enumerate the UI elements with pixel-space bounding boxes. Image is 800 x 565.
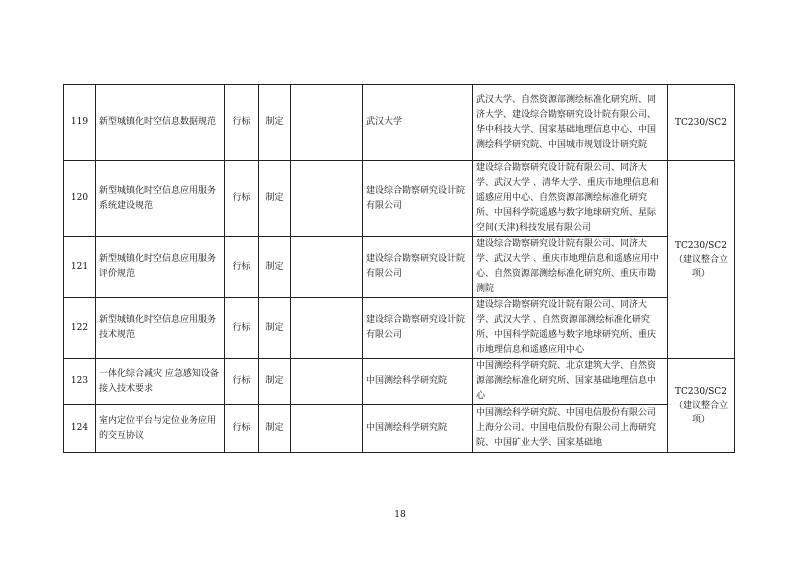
standard-nature: 制定 (259, 161, 291, 237)
table-row (64, 298, 735, 359)
row-number: 122 (64, 298, 96, 359)
row-number: 123 (64, 359, 96, 405)
participating-units: 武汉大学、自然资源部测绘标准化研究所、同济大学、建设综合勘察研究设计院有限公司、华中科技大学、国家基础地理信息中心、中国测绘科学研究院、中国城市规划设计研究院 (473, 85, 668, 161)
page-number: 18 (394, 510, 406, 520)
standard-type: 行标 (225, 359, 259, 405)
tc-committee: TC230/SC2 (668, 85, 735, 161)
table-row (64, 405, 735, 453)
standard-name: 室内定位平台与定位业务应用的交互协议 (96, 405, 225, 453)
participating-units: 中国测绘科学研究院、北京建筑大学、自然资源部测绘标准化研究所、国家基础地理信息中心 (473, 359, 668, 405)
table-row (64, 359, 735, 405)
lead-unit: 建设综合勘察研究设计院有限公司 (363, 237, 473, 298)
row-number: 119 (64, 85, 96, 161)
empty-cell (291, 161, 363, 237)
lead-unit: 中国测绘科学研究院 (363, 405, 473, 453)
standard-type: 行标 (225, 298, 259, 359)
empty-cell (291, 85, 363, 161)
lead-unit: 中国测绘科学研究院 (363, 359, 473, 405)
standard-name: 新型城镇化时空信息数据规范 (96, 85, 225, 161)
participating-units: 建设综合勘察研究设计院有限公司、同济大学、武汉大学 、清华大学、重庆市地理信息和遥感应用中心、自然资源部测绘标准化研究所、中国科学院遥感与数字地球研究所、星际空间(天津)科技发展有限公司 (473, 161, 668, 237)
empty-cell (291, 298, 363, 359)
standard-name: 新型城镇化时空信息应用服务评价规范 (96, 237, 225, 298)
standard-type: 行标 (225, 405, 259, 453)
standard-nature: 制定 (259, 85, 291, 161)
row-number: 121 (64, 237, 96, 298)
standards-table (63, 84, 735, 453)
lead-unit: 建设综合勘察研究设计院有限公司 (363, 161, 473, 237)
standard-nature: 制定 (259, 237, 291, 298)
table-row (64, 85, 735, 161)
standard-nature: 制定 (259, 405, 291, 453)
tc-committee-group: TC230/SC2（建议整合立项） (668, 161, 735, 359)
row-number: 120 (64, 161, 96, 237)
table-row (64, 161, 735, 237)
tc-committee-group: TC230/SC2（建议整合立项） (668, 359, 735, 453)
empty-cell (291, 359, 363, 405)
lead-unit: 建设综合勘察研究设计院有限公司 (363, 298, 473, 359)
table-row (64, 237, 735, 298)
lead-unit: 武汉大学 (363, 85, 473, 161)
participating-units: 建设综合勘察研究设计院有限公司、同济大学、武汉大学 、自然资源部测绘标准化研究所、中国科学院遥感与数字地球研究所、重庆市地理信息和遥感应用中心 (473, 298, 668, 359)
standard-nature: 制定 (259, 298, 291, 359)
empty-cell (291, 237, 363, 298)
standard-type: 行标 (225, 237, 259, 298)
empty-cell (291, 405, 363, 453)
standard-nature: 制定 (259, 359, 291, 405)
standard-name: 一体化综合减灾 应急感知设备接入技术要求 (96, 359, 225, 405)
standard-type: 行标 (225, 161, 259, 237)
row-number: 124 (64, 405, 96, 453)
standard-name: 新型城镇化时空信息应用服务技术规范 (96, 298, 225, 359)
participating-units: 中国测绘科学研究院、中国电信股份有限公司上海分公司、中国电信股份有限公司上海研究院、中国矿业大学、国家基础地 (473, 405, 668, 453)
standard-type: 行标 (225, 85, 259, 161)
standard-name: 新型城镇化时空信息应用服务系统建设规范 (96, 161, 225, 237)
participating-units: 建设综合勘察研究设计院有限公司、同济大学、武汉大学 、重庆市地理信息和遥感应用中心、自然资源部测绘标准化研究所、重庆市勘测院 (473, 237, 668, 298)
